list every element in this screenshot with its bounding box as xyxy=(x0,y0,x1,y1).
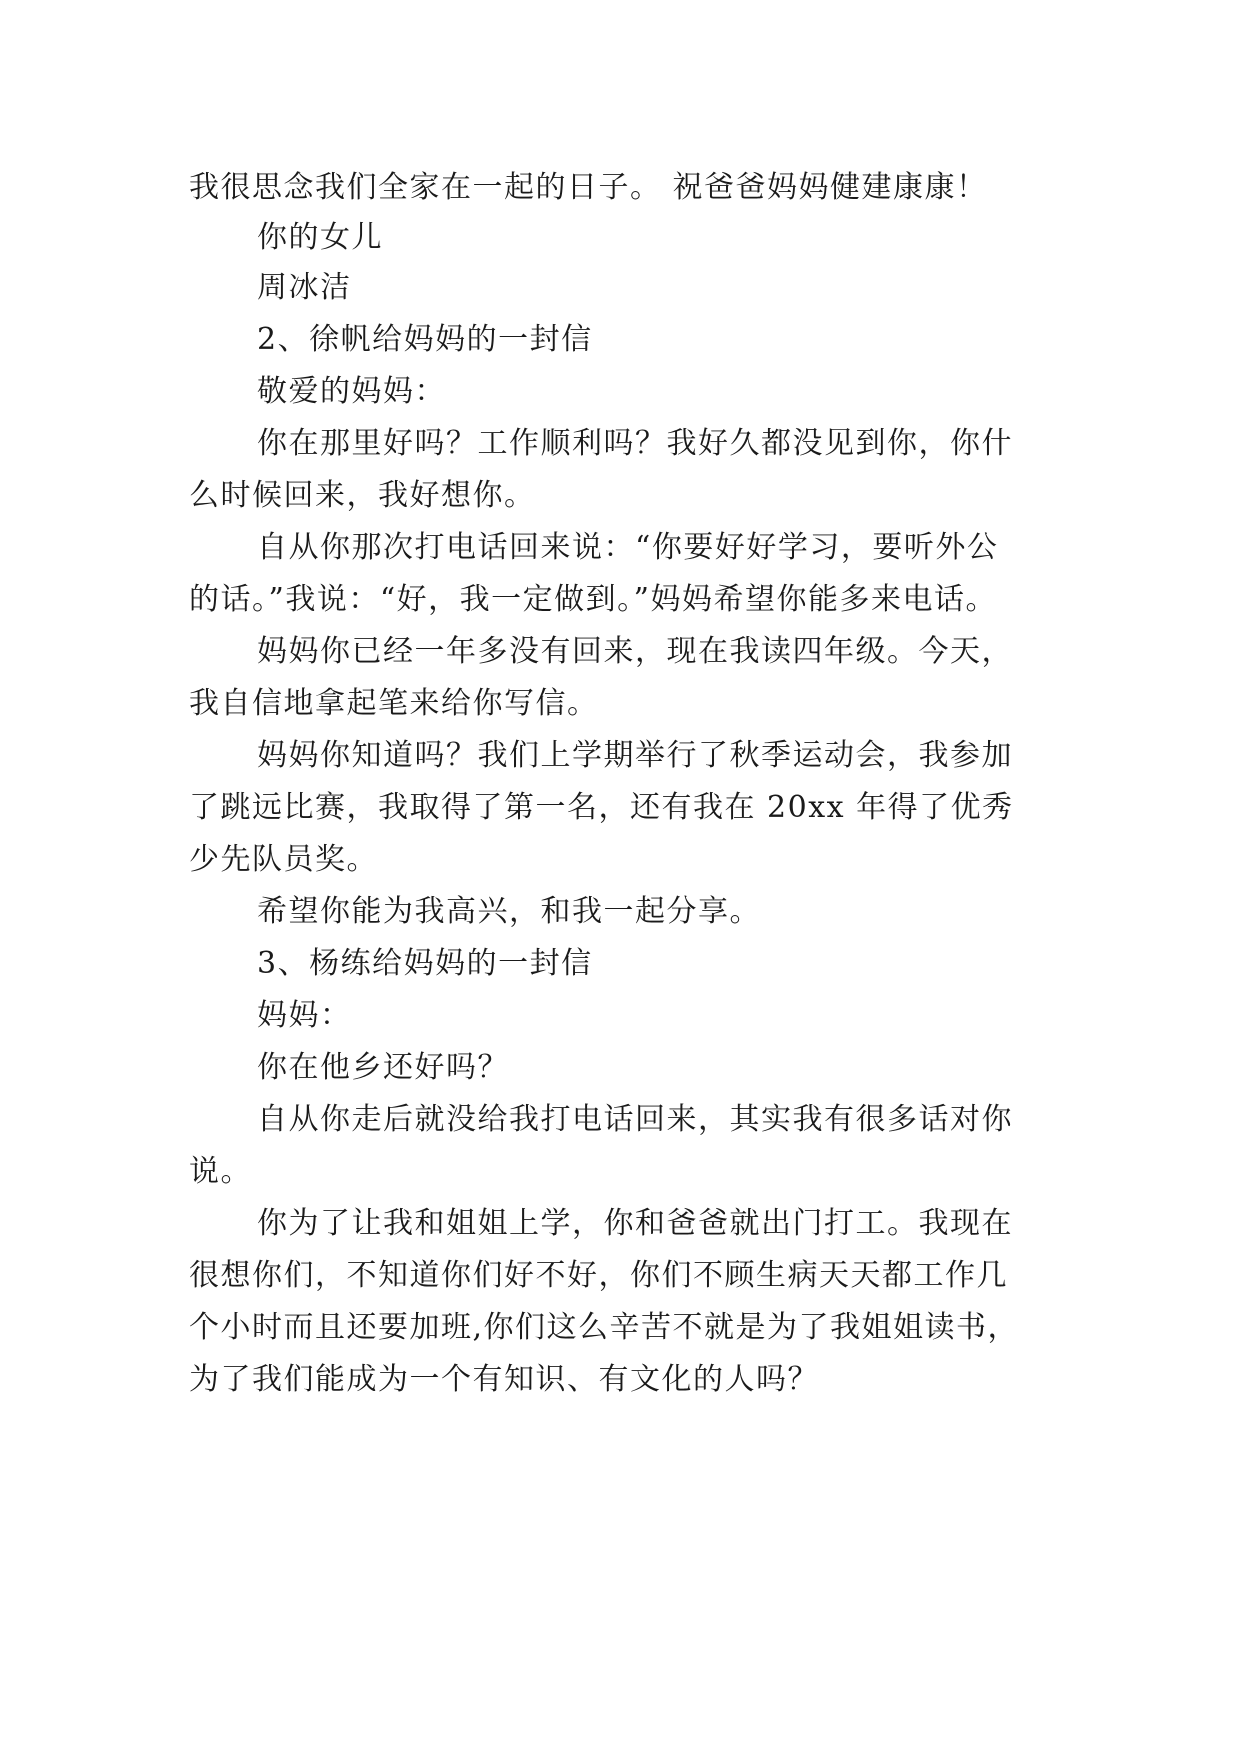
text-line: 个小时而且还要加班,你们这么辛苦不就是为了我姐姐读书， xyxy=(189,1310,1020,1345)
salutation: 妈妈： xyxy=(257,998,352,1033)
text-line: 为了我们能成为一个有知识、有文化的人吗？ xyxy=(189,1362,819,1397)
text-line: 自从你走后就没给我打电话回来，其实我有很多话对你 xyxy=(257,1102,1013,1137)
salutation: 敬爱的妈妈： xyxy=(257,374,446,409)
letter-heading: 3、杨练给妈妈的一封信 xyxy=(257,946,593,981)
text-line: 我自信地拿起笔来给你写信。 xyxy=(189,686,599,721)
text-line: 少先队员奖。 xyxy=(189,842,378,877)
text-line: 妈妈你知道吗？我们上学期举行了秋季运动会，我参加 xyxy=(257,738,1013,773)
signature-line: 你的女儿 xyxy=(257,220,383,255)
text-line: 么时候回来，我好想你。 xyxy=(189,478,536,513)
text-line: 你在他乡还好吗？ xyxy=(257,1050,509,1085)
text-line: 了跳远比赛，我取得了第一名，还有我在 20xx 年得了优秀 xyxy=(189,790,1014,825)
text-line: 说。 xyxy=(189,1154,252,1189)
letter-heading: 2、徐帆给妈妈的一封信 xyxy=(257,322,593,357)
text-line: 你在那里好吗？工作顺利吗？我好久都没见到你，你什 xyxy=(257,426,1013,461)
text-line: 妈妈你已经一年多没有回来，现在我读四年级。今天， xyxy=(257,634,1013,669)
text-line: 你为了让我和姐姐上学，你和爸爸就出门打工。我现在 xyxy=(257,1206,1013,1241)
text-line: 希望你能为我高兴，和我一起分享。 xyxy=(257,894,761,929)
text-line: 自从你那次打电话回来说：“你要好好学习，要听外公 xyxy=(257,530,999,565)
text-line: 很想你们，不知道你们好不好，你们不顾生病天天都工作几 xyxy=(189,1258,1008,1293)
text-line: 的话。”我说：“好，我一定做到。”妈妈希望你能多来电话。 xyxy=(189,582,998,617)
text-line: 我很思念我们全家在一起的日子。 祝爸爸妈妈健建康康！ xyxy=(189,170,988,205)
signature-name: 周冰洁 xyxy=(257,270,352,305)
